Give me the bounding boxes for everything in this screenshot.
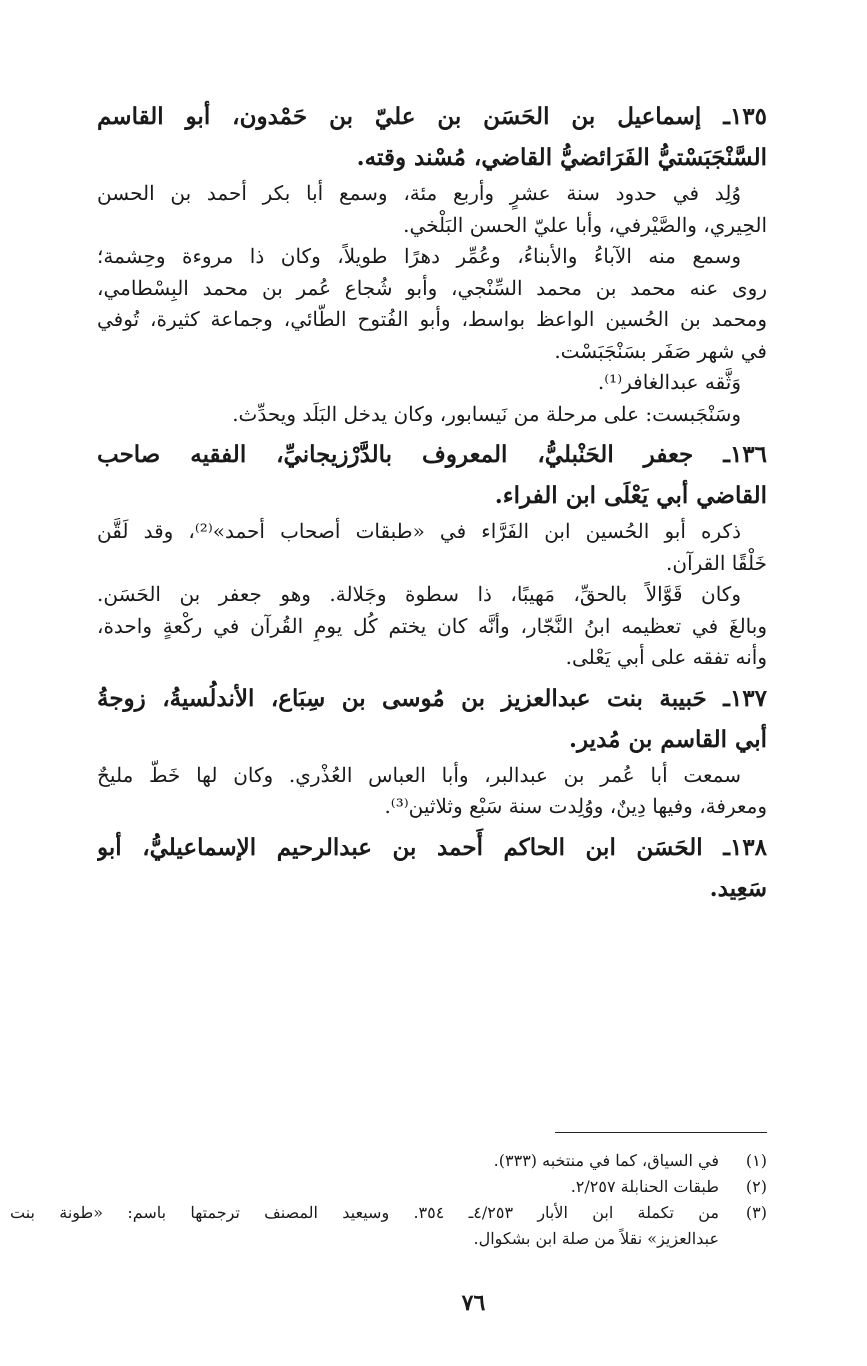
entry-body-line: الحِيري، والصَّيْرفي، وأبا عليّ الحسن البَلْخي.	[403, 212, 767, 237]
entry-body-line: وُلِد في حدود سنة عشرٍ وأربع مئة، وسمع أبا بكر أحمد بن الحسن	[97, 181, 741, 205]
entry-body-line: ذكره أبو الحُسين ابن الفَرَّاء في «طبقات أصحاب أحمد»⁽²⁾، وقد لَقَّن	[97, 519, 741, 543]
footnote-text: عبدالعزيز» نقلاً من صلة ابن بشكوال.	[473, 1229, 719, 1248]
entry-body-line: وسَنْجَبست: على مرحلة من نَيسابور، وكان يدخل البَلَد ويحدِّث.	[232, 401, 741, 426]
footnote	[10, 1174, 767, 1200]
entry-heading: السَّنْجَبَسْتيُّ الفَرَائضيُّ القاضي، مُسْند وقته.	[356, 144, 767, 171]
entry-heading: أبي القاسم بن مُدير.	[568, 725, 767, 753]
entry-136	[97, 434, 767, 674]
entry-body-line: ومحمد بن الحُسين الواعظ بواسط، وأبو الفُتوح الطَّائي، وجماعة كثيرة، تُوفي	[97, 307, 767, 331]
footnote-number: (٣)	[745, 1203, 767, 1222]
entry-body-line: وبالغَ في تعظيمه ابنُ النَّجّار، وأنَّه كان يختم كُل يومٍ القُرآن في ركْعةٍ واحدة،	[97, 613, 767, 638]
main-text	[97, 96, 767, 909]
entry-body-line: روى عنه محمد بن محمد السِّنْجي، وأبو شُجاع عُمر بن محمد البِسْطامي،	[97, 275, 767, 300]
entry-body-line: ومعرفة، وفيها دِينٌ، ووُلِدت سنة سَبْع وثلاثين⁽³⁾.	[384, 794, 767, 818]
entry-heading: ١٣٦ـ جعفر الحَنْبليُّ، المعروف بالدَّرْزيجانيِّ، الفقيه صاحب	[97, 441, 767, 468]
entry-137	[97, 678, 767, 823]
entry-heading: سَعِيد.	[709, 874, 767, 902]
footnote-number: (٢)	[745, 1177, 767, 1196]
page-number: ٧٦	[461, 1290, 486, 1316]
entry-135	[97, 96, 767, 430]
entry-body-line: وكان قَوَّالاً بالحقِّ، مَهيبًا، ذا سطوة وجَلالة. وهو جعفر بن الحَسَن.	[97, 582, 741, 606]
footnote-divider	[555, 1132, 767, 1133]
footnote	[10, 1148, 767, 1174]
footnote-text: من تكملة ابن الأبار ٤/٢٥٣ـ ٣٥٤. وسيعيد المصنف ترجمتها باسم: «طونة بنت	[10, 1203, 719, 1222]
entry-heading: ١٣٧ـ حَبيبة بنت عبدالعزيز بن مُوسى بن سِبَاع، الأندلُسيةُ، زوجةُ	[97, 684, 767, 712]
footnote-continuation	[10, 1226, 767, 1252]
entry-heading: ١٣٨ـ الحَسَن ابن الحاكم أَحمد بن عبدالرحيم الإسماعيليُّ، أبو	[97, 833, 767, 861]
entry-heading: القاضي أبي يَعْلَى ابن الفراء.	[494, 482, 767, 509]
footnote	[10, 1200, 767, 1226]
footnotes	[10, 1148, 767, 1252]
footnote-number: (١)	[745, 1151, 767, 1170]
footnote-text: في السياق، كما في منتخبه (٣٣٣).	[493, 1151, 719, 1170]
footnote-text: طبقات الحنابلة ٢/٢٥٧.	[570, 1177, 719, 1196]
entry-body-line: في شهر صَفَر بسَنْجَبَسْت.	[554, 338, 767, 363]
entry-heading: ١٣٥ـ إسماعيل بن الحَسَن بن عليّ بن حَمْدون، أبو القاسم	[97, 103, 767, 130]
entry-body-line: سمعت أبا عُمر بن عبدالبر، وأبا العباس العُذْري. وكان لها خَطٌّ مليحٌ	[97, 762, 741, 787]
entry-body-line: وأنه تفقه على أبي يَعْلى.	[565, 645, 767, 669]
entry-body-line: وسمع منه الآباءُ والأبناءُ، وعُمِّر دهرًا طويلاً، وكان ذا مروءة وحِشمة؛	[97, 244, 741, 268]
entry-body-line: خَلْقًا القرآن.	[666, 550, 767, 575]
entry-138	[97, 827, 767, 909]
entry-body-line: وَثَّقه عبدالغافر⁽¹⁾.	[597, 370, 741, 394]
